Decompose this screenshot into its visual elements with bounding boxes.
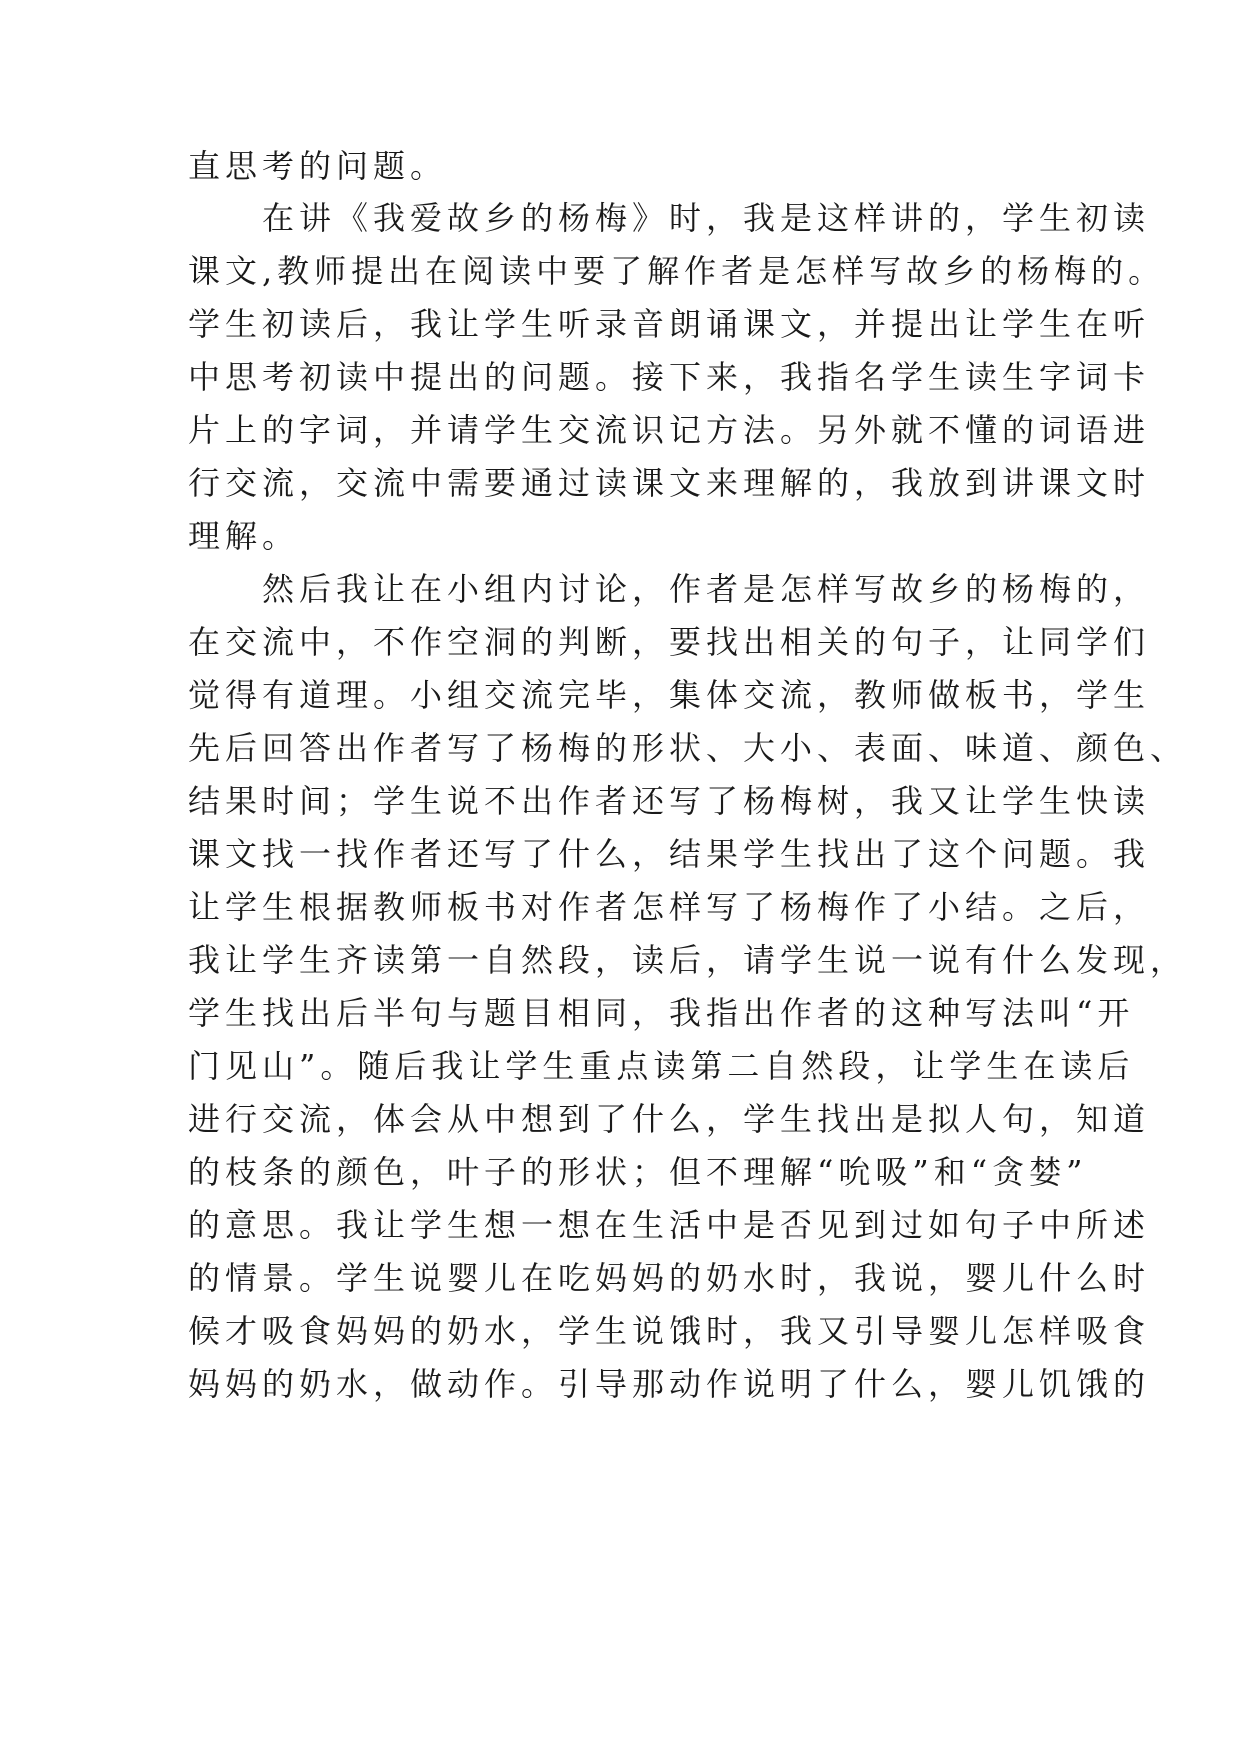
text-line: 结果时间；学生说不出作者还写了杨梅树，我又让学生快读	[188, 782, 1151, 820]
text-line: 课文,教师提出在阅读中要了解作者是怎样写故乡的杨梅的。	[188, 252, 1166, 290]
text-line: 先后回答出作者写了杨梅的形状、大小、表面、味道、颜色、	[188, 729, 1188, 767]
text-line: 直思考的问题。	[188, 147, 448, 185]
text-line: 的情景。学生说婴儿在吃妈妈的奶水时，我说，婴儿什么时	[188, 1259, 1151, 1297]
text-line: 觉得有道理。小组交流完毕，集体交流，教师做板书，学生	[188, 676, 1151, 714]
text-line: 在讲《我爱故乡的杨梅》时，我是这样讲的，学生初读	[188, 199, 1151, 237]
text-line: 的意思。我让学生想一想在生活中是否见到过如句子中所述	[188, 1206, 1151, 1244]
text-line: 妈妈的奶水，做动作。引导那动作说明了什么，婴儿饥饿的	[188, 1365, 1151, 1403]
text-line: 门见山”。随后我让学生重点读第二自然段，让学生在读后	[188, 1047, 1135, 1085]
text-line: 理解。	[188, 517, 300, 555]
text-line: 然后我让在小组内讨论，作者是怎样写故乡的杨梅的，	[188, 570, 1151, 608]
text-line: 在交流中，不作空洞的判断，要找出相关的句子，让同学们	[188, 623, 1151, 661]
text-line: 的枝条的颜色，叶子的形状；但不理解“吮吸”和“贪婪”	[188, 1153, 1088, 1191]
text-line: 学生找出后半句与题目相同，我指出作者的这种写法叫“开	[188, 994, 1135, 1032]
text-line: 进行交流，体会从中想到了什么，学生找出是拟人句，知道	[188, 1100, 1151, 1138]
text-line: 我让学生齐读第一自然段，读后，请学生说一说有什么发现，	[188, 941, 1188, 979]
text-line: 片上的字词，并请学生交流识记方法。另外就不懂的词语进	[188, 411, 1151, 449]
text-line: 候才吸食妈妈的奶水，学生说饿时，我又引导婴儿怎样吸食	[188, 1312, 1151, 1350]
text-line: 让学生根据教师板书对作者怎样写了杨梅作了小结。之后，	[188, 888, 1151, 926]
text-line: 中思考初读中提出的问题。接下来，我指名学生读生字词卡	[188, 358, 1151, 396]
text-line: 课文找一找作者还写了什么，结果学生找出了这个问题。我	[188, 835, 1151, 873]
text-line: 学生初读后，我让学生听录音朗诵课文，并提出让学生在听	[188, 305, 1151, 343]
text-line: 行交流，交流中需要通过读课文来理解的，我放到讲课文时	[188, 464, 1151, 502]
